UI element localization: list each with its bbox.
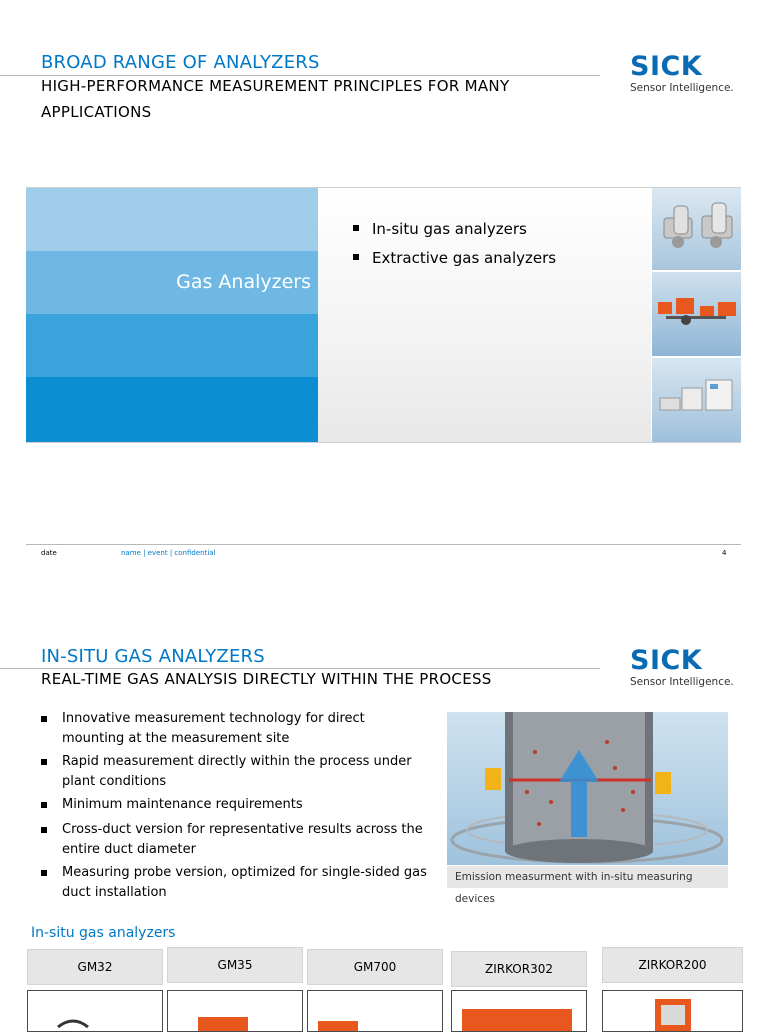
sick-logo-word: SICK <box>630 51 703 82</box>
slide2-bullet-1: Innovative measurement technology for direct mounting at the measurement site <box>41 709 431 749</box>
bullet-square-icon <box>41 802 47 808</box>
sick-logo-tagline: Sensor Intelligence. <box>630 82 734 94</box>
footer-date: date <box>41 549 57 557</box>
category-bullet-1: In-situ gas analyzers <box>353 220 527 238</box>
slide2-bullet-3: Minimum maintenance requirements <box>41 795 431 815</box>
slide2-bullet-list <box>41 709 431 903</box>
footer-page-number: 4 <box>722 549 727 557</box>
footer-info: name | event | confidential <box>121 549 216 557</box>
category-band-1 <box>26 188 318 251</box>
emission-illustration <box>447 712 728 865</box>
bullet-square-icon <box>41 716 47 722</box>
category-label: Gas Analyzers <box>176 271 311 293</box>
slide1-title: BROAD RANGE OF ANALYZERS <box>41 52 320 73</box>
bullet-square-icon <box>41 827 47 833</box>
bullet-square-icon <box>353 254 359 260</box>
slide2-bullet-4: Cross-duct version for representative results across the entire duct diameter <box>41 820 431 860</box>
slide1-subtitle: HIGH-PERFORMANCE MEASUREMENT PRINCIPLES FOR MANY APPLICATIONS <box>41 77 510 121</box>
product-header-gm35: GM35 <box>167 947 303 983</box>
product-header-zirkor302: ZIRKOR302 <box>451 951 587 987</box>
product-image-zirkor302 <box>451 990 587 1032</box>
product-image-gm35 <box>167 990 303 1032</box>
category-band-4 <box>26 377 318 442</box>
sick-logo-tagline: Sensor Intelligence. <box>630 676 734 688</box>
slide2-bullet-5: Measuring probe version, optimized for single-sided gas duct installation <box>41 863 431 903</box>
slide2-subtitle: REAL-TIME GAS ANALYSIS DIRECTLY WITHIN THE PROCESS <box>41 670 492 688</box>
product-header-gm32: GM32 <box>27 949 163 985</box>
thumbnail-orange-analyzers <box>652 272 741 356</box>
thumbnail-extractive-analyzers <box>652 358 741 442</box>
sick-logo-word: SICK <box>630 645 703 676</box>
product-header-gm700: GM700 <box>307 949 443 985</box>
product-image-gm700 <box>307 990 443 1032</box>
thumbnail-insitu-analyzers <box>652 188 741 270</box>
category-bullet-2: Extractive gas analyzers <box>353 249 556 267</box>
slide2-bullet-2: Rapid measurement directly within the process under plant conditions <box>41 752 431 792</box>
sick-logo <box>630 647 740 688</box>
slide1-footer-rule <box>26 544 741 545</box>
product-image-zirkor200 <box>602 990 743 1032</box>
product-image-gm32 <box>27 990 163 1032</box>
bullet-square-icon <box>41 759 47 765</box>
sick-logo <box>630 53 740 94</box>
emission-image-caption: Emission measurment with in-situ measuring devices <box>447 866 728 888</box>
bullet-square-icon <box>353 225 359 231</box>
category-bullets-area <box>318 188 651 442</box>
bullet-square-icon <box>41 870 47 876</box>
category-panel <box>26 187 741 443</box>
product-header-zirkor200: ZIRKOR200 <box>602 947 743 983</box>
category-band-3 <box>26 314 318 377</box>
insitu-section-heading: In-situ gas analyzers <box>31 925 176 941</box>
slide2-title: IN-SITU GAS ANALYZERS <box>41 646 265 667</box>
